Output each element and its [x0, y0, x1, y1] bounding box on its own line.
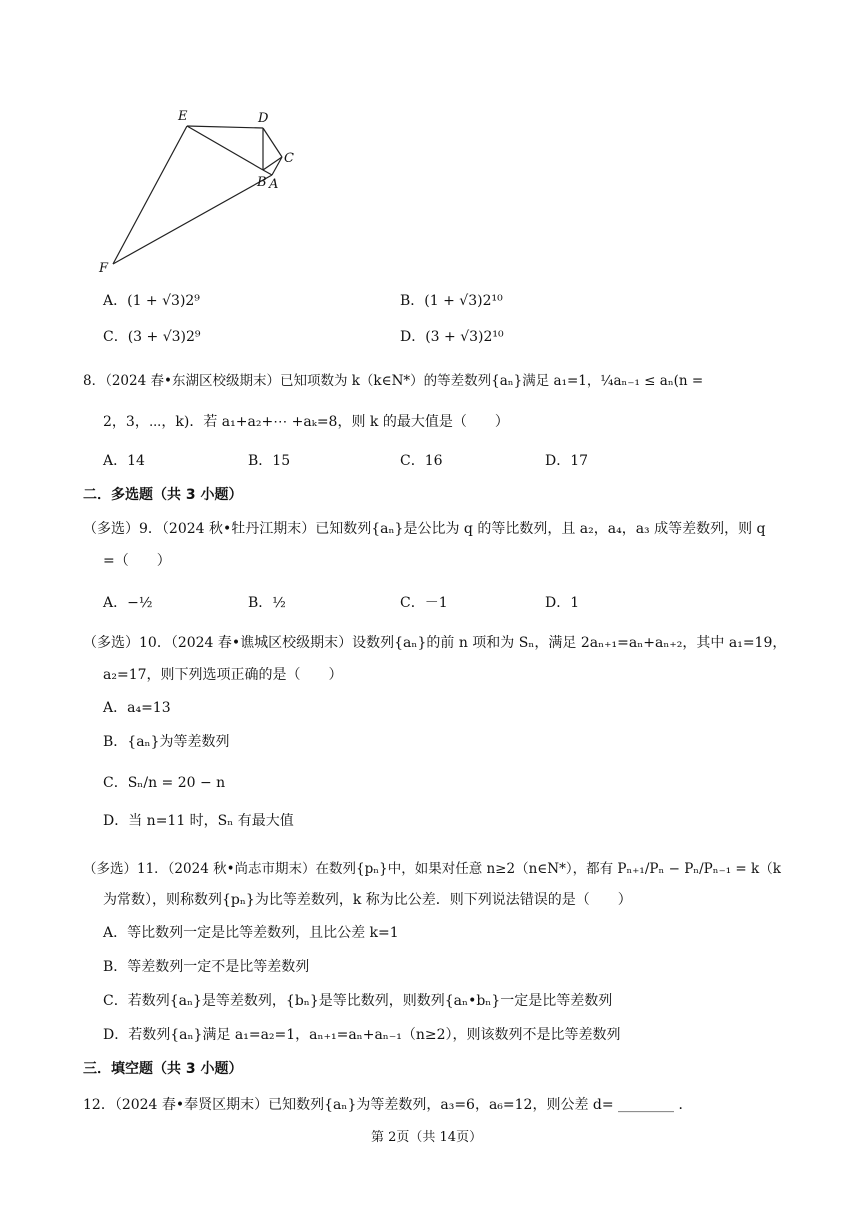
q8-option-c: C．16	[400, 453, 443, 469]
q9-option-c: C．－1	[400, 595, 448, 611]
q9-option-a: A．−½	[103, 595, 153, 611]
point-label-d: D	[258, 111, 269, 126]
q7-option-a: A．(1 + √3)2⁹	[103, 293, 200, 309]
q10-stem-line2: a₂=17，则下列选项正确的是（ ）	[103, 667, 343, 683]
q9-stem-line2: =（ ）	[103, 553, 171, 569]
q11-option-c: C．若数列{aₙ}是等差数列，{bₙ}是等比数列，则数列{aₙ•bₙ}一定是比等差数列	[103, 993, 613, 1009]
section-title-fill-in: 三．填空题（共 3 小题）	[83, 1061, 243, 1077]
q9-option-d: D．1	[545, 595, 580, 611]
q10-option-a: A．a₄=13	[103, 700, 171, 716]
q11-option-d: D．若数列{aₙ}满足 a₁=a₂=1，aₙ₊₁=aₙ+aₙ₋₁（n≥2），则该数列不是比等差数列	[103, 1027, 621, 1043]
q7-option-c: C．(3 + √3)2⁹	[103, 329, 201, 345]
q7-option-b: B．(1 + √3)2¹⁰	[400, 293, 503, 309]
point-label-b: B	[257, 175, 267, 190]
q11-stem-line2: 为常数），则称数列{pₙ}为比等差数列，k 称为比公差．则下列说法错误的是（ ）	[103, 892, 632, 908]
geometry-figure	[95, 100, 310, 280]
section-title-multiple-choice: 二．多选题（共 3 小题）	[83, 487, 243, 503]
quadrilateral-diagram	[95, 100, 310, 280]
q8-option-d: D．17	[545, 453, 589, 469]
q9-stem-line1: （多选）9．（2024 秋•牡丹江期末）已知数列{aₙ}是公比为 q 的等比数列，且 a₂，a₄，a₃ 成等差数列，则 q	[83, 521, 766, 537]
q10-option-d: D．当 n=11 时，Sₙ 有最大值	[103, 813, 294, 829]
q8-option-b: B．15	[248, 453, 291, 469]
q8-option-a: A．14	[103, 453, 145, 469]
q8-stem-line1: 8．（2024 春•东湖区校级期末）已知项数为 k（k∈N*）的等差数列{aₙ}满足 a₁=1，¼aₙ₋₁ ≤ aₙ(n =	[83, 373, 704, 389]
q10-option-c: C．Sₙ/n = 20 − n	[103, 775, 226, 791]
point-label-c: C	[284, 151, 294, 166]
point-label-e: E	[178, 109, 188, 124]
q10-stem-line1: （多选）10．（2024 春•谯城区校级期末）设数列{aₙ}的前 n 项和为 Sₙ，满足 2aₙ₊₁=aₙ+aₙ₊₂，其中 a₁=19，	[83, 635, 787, 651]
point-label-a: A	[269, 177, 279, 192]
q11-stem-line1: （多选）11．（2024 秋•尚志市期末）在数列{pₙ}中，如果对任意 n≥2（n∈N*），都有 Pₙ₊₁/Pₙ − Pₙ/Pₙ₋₁ = k（k	[83, 861, 781, 877]
q11-option-a: A．等比数列一定是比等差数列，且比公差 k=1	[103, 925, 399, 941]
page-footer: 第 2页（共 14页）	[371, 1130, 483, 1145]
q11-option-b: B．等差数列一定不是比等差数列	[103, 959, 310, 975]
q7-option-d: D．(3 + √3)2¹⁰	[400, 329, 504, 345]
q9-option-b: B．½	[248, 595, 286, 611]
q10-option-b: B．{aₙ}为等差数列	[103, 734, 230, 750]
point-label-f: F	[99, 261, 109, 276]
q8-stem-line2: 2，3，⋯，k)．若 a₁+a₂+⋯ +aₖ=8，则 k 的最大值是（ ）	[103, 414, 509, 430]
q12-stem: 12．（2024 春•奉贤区期末）已知数列{aₙ}为等差数列，a₃=6，a₆=12，则公差 d= ________ ．	[83, 1097, 693, 1113]
